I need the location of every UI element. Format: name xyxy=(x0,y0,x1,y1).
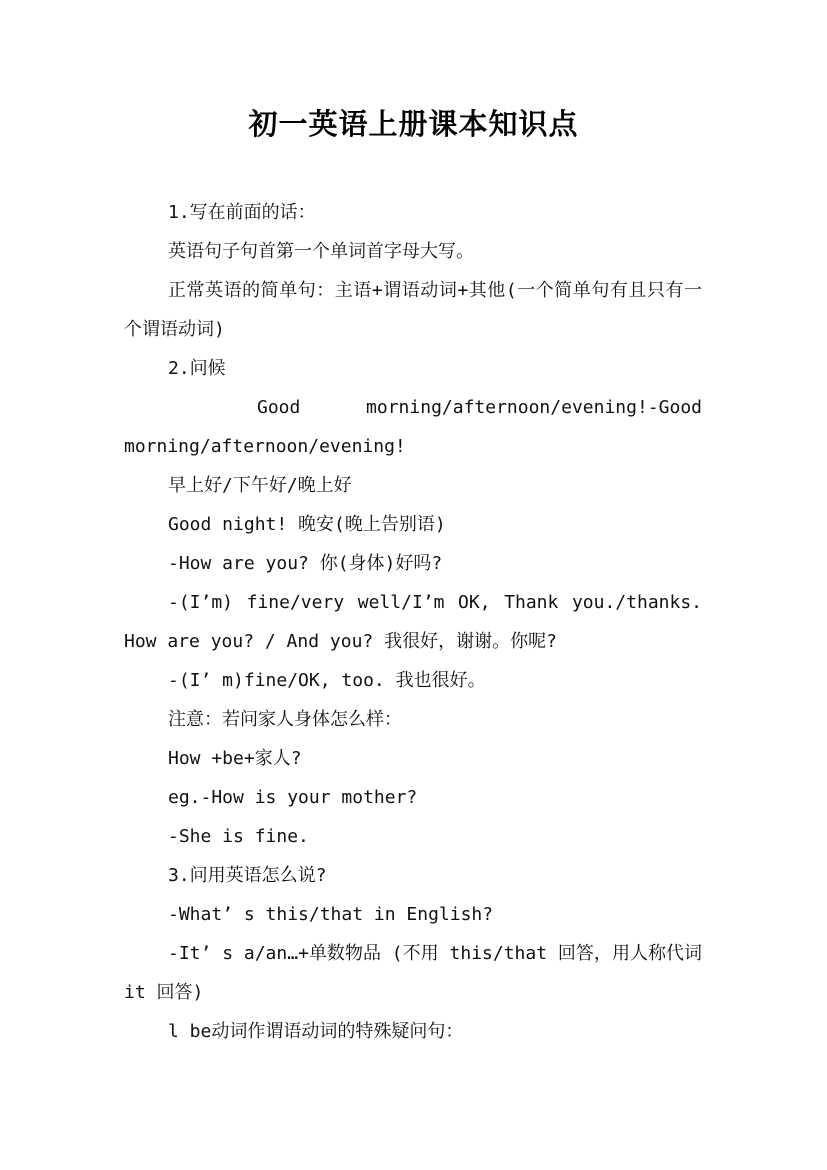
paragraph: eg.-How is your mother? xyxy=(168,787,418,808)
paragraph: 英语句子句首第一个单词首字母大写。 xyxy=(168,241,474,262)
document-body xyxy=(124,193,702,1051)
paragraph: 早上好/下午好/晚上好 xyxy=(168,475,352,496)
paragraph: -(I’m) fine/very well/I’m OK, Thank you./thanks. How are you? / And you? 我很好，谢谢。你呢? xyxy=(124,592,702,652)
paragraph: -How are you? 你(身体)好吗? xyxy=(168,553,443,574)
paragraph: 2.问候 xyxy=(168,358,226,379)
paragraph: l be动词作谓语动词的特殊疑问句： xyxy=(168,1021,464,1042)
paragraph: 正常英语的简单句：主语+谓语动词+其他(一个简单句有且只有一个谓语动词) xyxy=(124,280,702,340)
paragraph: -(I’ m)fine/OK, too. 我也很好。 xyxy=(168,670,486,691)
paragraph: -She is fine. xyxy=(168,826,309,847)
paragraph: How +be+家人? xyxy=(168,748,302,769)
paragraph: Good night! 晚安(晚上告别语) xyxy=(168,514,446,535)
document-title: 初一英语上册课本知识点 xyxy=(248,107,579,141)
paragraph: -What’ s this/that in English? xyxy=(168,904,494,925)
paragraph: Good morning/afternoon/evening!-Good morning/afternoon/evening! xyxy=(124,397,702,457)
paragraph: -It’ s a/an…+单数物品 (不用 this/that 回答，用人称代词 it 回答) xyxy=(124,943,702,1003)
paragraph: 注意：若问家人身体怎么样： xyxy=(168,709,402,730)
paragraph: 1.写在前面的话： xyxy=(168,202,316,223)
paragraph: 3.问用英语怎么说? xyxy=(168,865,327,886)
